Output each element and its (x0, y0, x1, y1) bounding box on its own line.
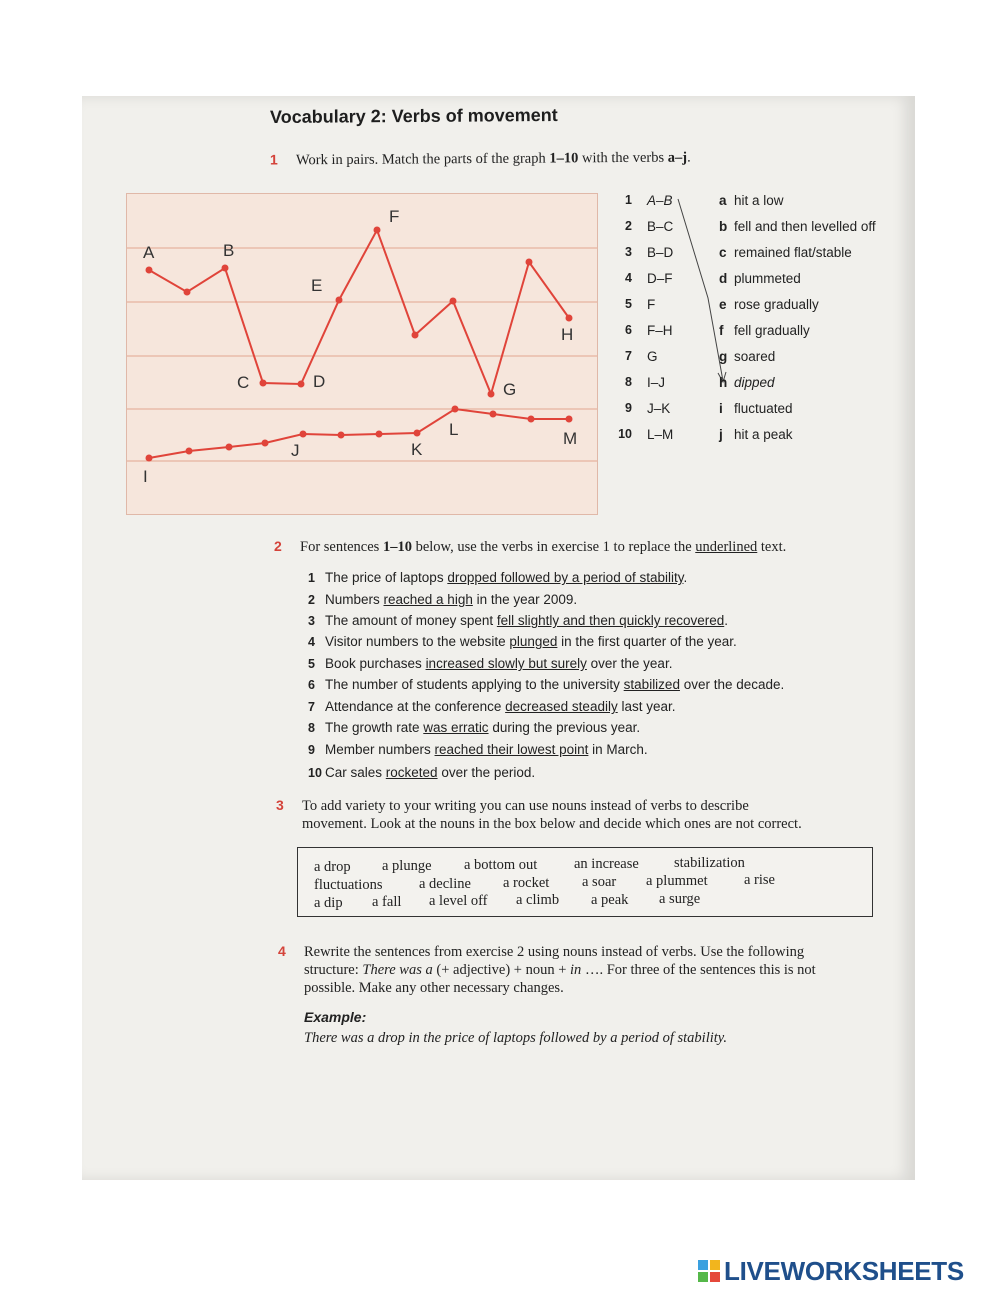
sentence-text: in March. (588, 742, 648, 757)
match-number: 3 (625, 245, 632, 259)
underlined-phrase: rocketed (385, 765, 438, 780)
graph-part: J–K (647, 401, 671, 416)
noun-box (297, 847, 873, 917)
graph-point (260, 380, 267, 387)
sentence-text: Visitor numbers to the website (325, 634, 510, 649)
lower-graph-line (149, 409, 569, 458)
match-row (616, 349, 906, 369)
graph-label: I (143, 467, 148, 486)
graph-label: K (411, 440, 423, 459)
exercise-1-instruction: 1 Work in pairs. Match the parts of the graph 1–10 with the verbs a–j. (269, 149, 691, 169)
noun-option: a dip (314, 895, 343, 911)
movement-graph (126, 193, 598, 515)
example-heading: Example: (304, 1009, 367, 1025)
graph-label: E (311, 276, 323, 295)
example-text: There was a drop in the price of laptops followed by a period of stability. (304, 1030, 728, 1046)
sentence-text: Numbers (325, 592, 384, 607)
noun-option: a rocket (503, 875, 550, 891)
graph-point (490, 411, 497, 418)
sentence-number: 1 (308, 571, 315, 585)
sentence-text: The amount of money spent (325, 613, 497, 628)
sentence-number: 7 (308, 700, 315, 714)
match-row (616, 375, 906, 395)
sentence-text: Attendance at the conference (325, 699, 506, 714)
noun-option: a surge (659, 891, 701, 907)
verb-letter: f (719, 323, 724, 338)
verb-text: plummeted (734, 271, 801, 286)
noun-option: a rise (744, 872, 775, 888)
graph-point (566, 416, 573, 423)
match-number: 6 (625, 323, 632, 337)
exercise-number: 4 (278, 943, 286, 959)
graph-label: G (503, 380, 517, 399)
graph-point (374, 227, 381, 234)
noun-option: a plunge (382, 858, 432, 874)
match-row (616, 271, 906, 291)
match-number: 1 (625, 193, 632, 207)
exercise-number: 3 (276, 797, 284, 813)
graph-part: D–F (647, 271, 673, 286)
sentence-text: The price of laptops (325, 570, 448, 585)
sentence-text: The number of students applying to the university (325, 677, 624, 692)
verb-letter: g (719, 349, 728, 364)
verb-text: soared (734, 349, 776, 364)
graph-point (300, 431, 307, 438)
underlined-phrase: increased slowly but surely (425, 656, 587, 671)
sentence-text: during the previous year. (488, 720, 641, 735)
match-number: 5 (625, 297, 632, 311)
sentence-text: The growth rate (325, 720, 424, 735)
underlined-phrase: reached their lowest point (434, 742, 589, 757)
match-row (616, 323, 906, 343)
graph-point (146, 267, 153, 274)
sentence-text: . (724, 613, 728, 628)
sentence-number: 10 (308, 766, 322, 780)
underlined-phrase: was erratic (423, 720, 489, 735)
section-title: Vocabulary 2: Verbs of movement (269, 104, 558, 128)
sentence-number: 4 (308, 635, 315, 649)
sentence-number: 5 (308, 657, 315, 671)
sentence-item (308, 699, 676, 714)
match-row (616, 219, 906, 239)
noun-option: a fall (372, 894, 402, 910)
graph-part: G (647, 349, 658, 364)
graph-label: J (291, 441, 300, 460)
match-number: 2 (625, 219, 632, 233)
sentence-text: last year. (617, 699, 676, 714)
graph-point (226, 444, 233, 451)
verb-letter: d (719, 271, 728, 286)
graph-part: F (647, 297, 656, 312)
verb-letter: e (719, 297, 727, 312)
exercise-3-instruction: 3 To add variety to your writing you can use nouns instead of verbs to describe movement. Look at the nouns in the box below and decide which ones are not correct. (276, 797, 802, 832)
graph-point (376, 431, 383, 438)
exercise-4-instruction: 4 Rewrite the sentences from exercise 2 using nouns instead of verbs. Use the following structure: There was a (+ adjective) + noun + in …. For three of the sentences this is not possible. Make any other necessary changes. (278, 943, 816, 996)
sentence-item (308, 720, 640, 735)
noun-option: a peak (591, 892, 629, 908)
sentence-item (308, 592, 577, 607)
graph-label: D (313, 372, 326, 391)
match-number: 10 (618, 427, 632, 441)
match-row (616, 427, 906, 447)
sentence-item (308, 677, 784, 692)
graph-point (566, 315, 573, 322)
verb-text: fell and then levelled off (734, 219, 876, 234)
graph-part: A–B (647, 193, 673, 208)
exercise-number: 2 (274, 538, 282, 554)
sentence-text: over the decade. (679, 677, 785, 692)
match-number: 7 (625, 349, 632, 363)
noun-option: stabilization (674, 855, 745, 871)
sentence-item (308, 613, 728, 628)
sentence-text: Member numbers (325, 742, 435, 757)
match-row (616, 401, 906, 421)
sentence-text: over the period. (437, 765, 536, 780)
sentence-number: 3 (308, 614, 315, 628)
noun-option: a bottom out (464, 857, 538, 873)
verb-text: hit a peak (734, 427, 793, 442)
verb-letter: a (719, 193, 727, 208)
graph-part: B–D (647, 245, 674, 260)
graph-label: H (561, 325, 574, 344)
verb-text: fluctuated (734, 401, 793, 416)
graph-point (452, 406, 459, 413)
graph-label: B (223, 241, 235, 260)
verb-letter: i (719, 401, 723, 416)
noun-option: an increase (574, 856, 639, 872)
match-number: 8 (625, 375, 632, 389)
graph-label: C (237, 373, 250, 392)
sentence-item (308, 634, 737, 649)
sentence-text: Car sales (325, 765, 386, 780)
sentence-item (308, 656, 672, 671)
sentence-text: Book purchases (325, 656, 426, 671)
noun-option: a plummet (646, 873, 708, 889)
sentence-number: 8 (308, 721, 315, 735)
graph-point (336, 297, 343, 304)
graph-part: B–C (647, 219, 674, 234)
graph-point (450, 298, 457, 305)
sentence-number: 9 (308, 743, 315, 757)
verb-letter: c (719, 245, 727, 260)
verb-letter: h (719, 375, 728, 390)
verb-text: dipped (734, 375, 775, 390)
graph-part: F–H (647, 323, 673, 338)
noun-option: fluctuations (314, 877, 383, 893)
verb-letter: j (719, 427, 723, 442)
exercise-number: 1 (269, 151, 278, 168)
match-row (616, 193, 906, 213)
noun-option: a drop (314, 859, 351, 875)
match-row (616, 297, 906, 317)
graph-point (338, 432, 345, 439)
underlined-phrase: stabilized (623, 677, 680, 692)
graph-point (298, 381, 305, 388)
exercise-2-instruction: 2 For sentences 1–10 below, use the verbs in exercise 1 to replace the underlined text. (274, 538, 787, 555)
graph-point (184, 289, 191, 296)
underlined-phrase: decreased steadily (505, 699, 618, 714)
sentence-number: 6 (308, 678, 315, 692)
brand-name: LIVEWORKSHEETS (724, 1256, 964, 1286)
graph-label: M (563, 429, 578, 448)
underlined-phrase: plunged (509, 634, 558, 649)
graph-point (146, 455, 153, 462)
sentence-item (308, 742, 648, 757)
match-number: 4 (625, 271, 632, 285)
sentence-text: over the year. (586, 656, 673, 671)
underlined-phrase: fell slightly and then quickly recovered (496, 613, 725, 628)
sentence-number: 2 (308, 593, 315, 607)
verb-text: hit a low (734, 193, 784, 208)
match-row (616, 245, 906, 265)
sentence-text: . (683, 570, 688, 585)
underlined-phrase: reached a high (383, 592, 473, 607)
underlined-phrase: dropped followed by a period of stability (447, 570, 684, 585)
graph-point (488, 391, 495, 398)
graph-point (222, 265, 229, 272)
graph-svg (127, 194, 597, 514)
graph-label: A (143, 243, 155, 262)
graph-part: I–J (647, 375, 666, 390)
verb-text: rose gradually (734, 297, 819, 312)
noun-option: a decline (419, 876, 471, 892)
sentence-text: in the first quarter of the year. (557, 634, 737, 649)
graph-point (412, 332, 419, 339)
verb-text: fell gradually (734, 323, 810, 338)
sentence-text: in the year 2009. (472, 592, 578, 607)
sentence-item (308, 765, 535, 780)
graph-label: F (389, 207, 400, 226)
graph-point (528, 416, 535, 423)
graph-point (186, 448, 193, 455)
graph-point (526, 259, 533, 266)
noun-option: a soar (582, 874, 617, 890)
graph-point (262, 440, 269, 447)
graph-part: L–M (647, 427, 674, 442)
sentence-item (308, 570, 687, 585)
graph-point (414, 430, 421, 437)
noun-option: a level off (429, 893, 488, 909)
graph-label: L (449, 420, 459, 439)
noun-option: a climb (516, 892, 560, 908)
upper-graph-line (149, 230, 569, 394)
match-number: 9 (625, 401, 632, 415)
verb-letter: b (719, 219, 728, 234)
liveworksheets-logo-icon (698, 1260, 720, 1282)
verb-text: remained flat/stable (734, 245, 852, 260)
